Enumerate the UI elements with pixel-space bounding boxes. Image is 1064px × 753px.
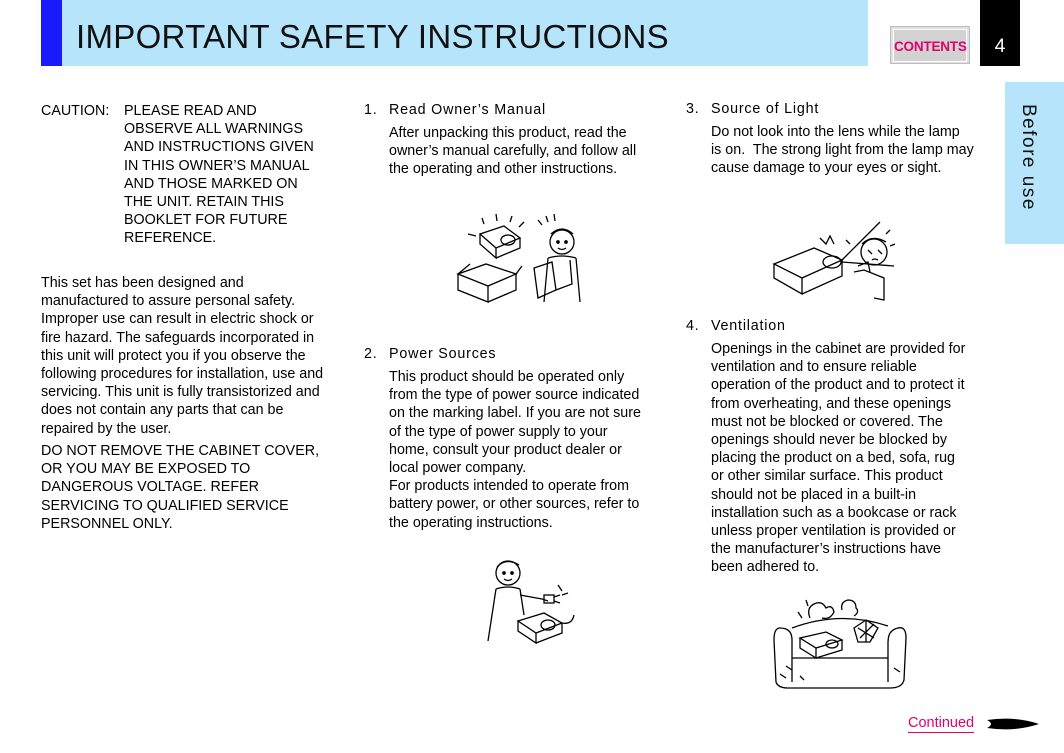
section-tab[interactable] [1005, 82, 1064, 244]
power-plug-illustration [478, 555, 578, 645]
caution-label: CAUTION: [41, 103, 110, 119]
item-3-title: Source of Light [711, 101, 820, 117]
lamp-light-illustration [770, 212, 895, 304]
warning-paragraph: DO NOT REMOVE THE CABINET COVER, OR YOU MAY BE EXPOSED TO DANGEROUS VOLTAGE. REFER SERVICING TO QUALIFIED SERVICE PERSONNEL ONLY. [41, 443, 320, 532]
item-2-title: Power Sources [389, 346, 497, 362]
intro-paragraph: This set has been designed and manufactured to assure personal safety. Improper use can result in electric shock or fire hazard. The safeguards incorporated in this unit will protect you if you observe the following procedures for installation, use and servicing. This unit is fully transistorized and does not contain any parts that can be repaired by the user. [41, 275, 324, 437]
item-1-title: Read Owner’s Manual [389, 102, 546, 118]
continued-link[interactable]: Continued [908, 715, 975, 731]
item-4-body: Openings in the cabinet are provided for ventilation and to ensure reliable operation of the product and to protect it from overheating, and these openings must not be blocked or covered. The openings should never be blocked by placing the product on a bed, sofa, rug or other similar surface. This product should not be placed in a built-in installation such as a bookcase or rack unless proper ventilation is provided or the manufacturer’s instructions have been adhered to. [711, 341, 966, 576]
reading-manual-illustration [452, 212, 587, 307]
item-1-body: After unpacking this product, read the owner’s manual carefully, and follow all the operating and other instructions. [389, 125, 637, 178]
contents-button[interactable] [890, 26, 970, 64]
caution-text: PLEASE READ AND OBSERVE ALL WARNINGS AND INSTRUCTIONS GIVEN IN THIS OWNER’S MANUAL AND THOSE MARKED ON THE UNIT. RETAIN THIS BOOKLET FOR FUTURE REFERENCE. [124, 103, 314, 247]
item-2-body: This product should be operated only from the type of power source indicated on the marking label. If you are not sure of the type of power supply to your home, consult your product dealer or local power company. For products intended to operate from battery power, or other sources, refer to the operating instructions. [389, 369, 641, 531]
ventilation-sofa-illustration [770, 598, 910, 696]
item-4-title: Ventilation [711, 318, 786, 334]
header-accent-bar [41, 0, 62, 66]
page-title: IMPORTANT SAFETY INSTRUCTIONS [76, 18, 669, 55]
contents-button-label: CONTENTS [893, 29, 967, 62]
arrow-right-icon[interactable] [985, 714, 1043, 734]
page-number: 4 [980, 0, 1020, 66]
item-2-number: 2. [364, 346, 378, 362]
item-3-number: 3. [686, 101, 700, 117]
item-1-number: 1. [364, 102, 378, 118]
item-4-number: 4. [686, 318, 700, 334]
section-tab-label: Before use [1018, 104, 1039, 211]
item-3-body: Do not look into the lens while the lamp is on. The strong light from the lamp may cause damage to your eyes or sight. [711, 124, 974, 177]
